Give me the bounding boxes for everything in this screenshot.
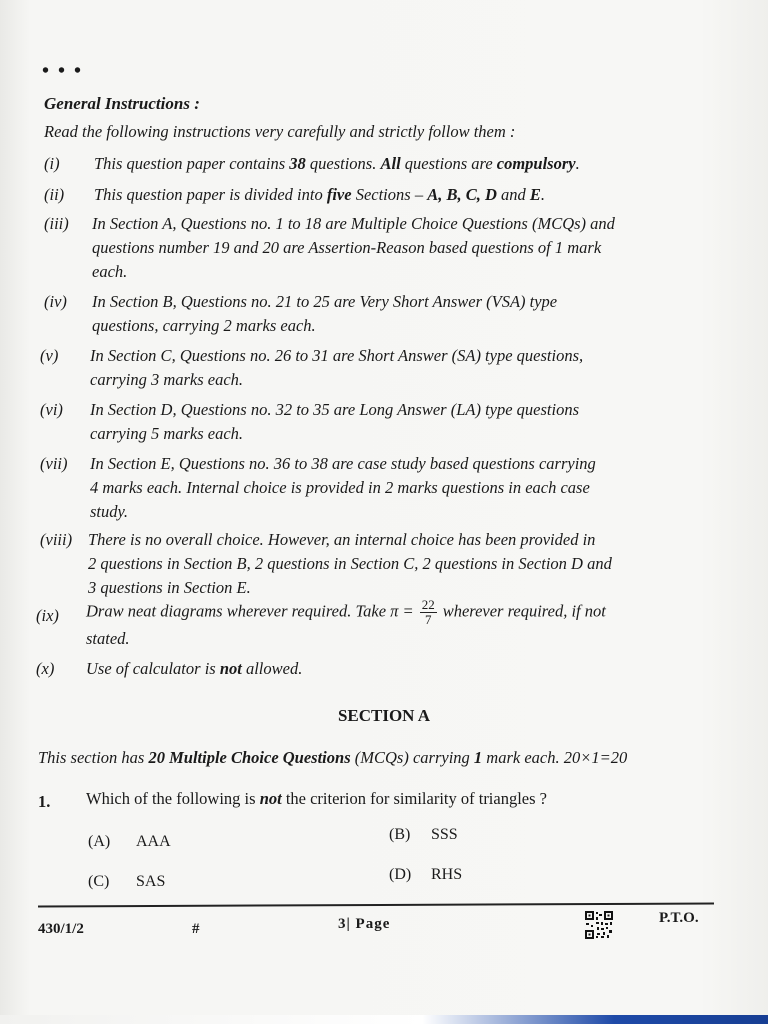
fraction-22-over-7: $\frac{22}{7}$ [421, 597, 435, 627]
item-number: (vii) [40, 454, 68, 473]
item-number: (ix) [36, 606, 59, 625]
item-number: (vi) [40, 400, 63, 419]
header-dots: • • • [42, 60, 84, 82]
bottom-edge-strip [0, 1015, 768, 1024]
item-text: Use of calculator is not allowed. [86, 659, 303, 678]
item-text: Draw neat diagrams wherever required. Take π = $\frac{22}{7}$ wherever required, if not stated. [86, 597, 606, 648]
page-number: 3| Page [338, 916, 391, 932]
item-text: In Section B, Questions no. 21 to 25 are Very Short Answer (VSA) type questions, carrying 2 marks each. [92, 292, 558, 335]
paper-code: 430/1/2 [38, 921, 84, 937]
item-text: In Section D, Questions no. 32 to 35 are Long Answer (LA) type questions carrying 5 marks each. [90, 400, 580, 443]
instructions-heading: General Instructions : [44, 94, 200, 113]
instructions-intro: Read the following instructions very carefully and strictly follow them : [44, 122, 516, 141]
item-number: (iv) [44, 292, 67, 311]
item-number: (i) [44, 154, 60, 173]
item-number: (x) [36, 659, 55, 678]
footer-divider [38, 903, 714, 908]
item-number: (viii) [40, 530, 73, 549]
question-text: Which of the following is not the criterion for similarity of triangles ? [86, 789, 547, 808]
item-text: In Section C, Questions no. 26 to 31 are Short Answer (SA) type questions, carrying 3 marks each. [90, 346, 584, 389]
item-number: (v) [40, 346, 59, 365]
item-number: (iii) [44, 214, 69, 233]
item-text: In Section E, Questions no. 36 to 38 are case study based questions carrying 4 marks each. Internal choice is provided in 2 marks questions in each case study. [90, 454, 596, 521]
item-number: (ii) [44, 185, 65, 204]
qr-code-icon [584, 910, 614, 940]
option-c: (C) SAS [88, 873, 166, 890]
pto-label: P.T.O. [659, 910, 699, 926]
section-description: This section has 20 Multiple Choice Questions (MCQs) carrying 1 mark each. 20×1=20 [38, 748, 628, 767]
option-b: (B) SSS [389, 826, 458, 843]
section-title: SECTION A [337, 706, 431, 725]
question-number: 1. [38, 792, 51, 811]
item-text: This question paper is divided into five Sections – A, B, C, D and E. [94, 185, 546, 204]
item-text: In Section A, Questions no. 1 to 18 are Multiple Choice Questions (MCQs) and questions number 19 and 20 are Assertion-Reason based questions of 1 mark each. [92, 214, 615, 281]
option-a: (A) AAA [88, 833, 171, 850]
item-text: This question paper contains 38 questions. All questions are compulsory. [94, 154, 580, 173]
item-text: There is no overall choice. However, an internal choice has been provided in 2 questions in Section B, 2 questions in Section C, 2 questions in Section D and 3 questions in Section E. [88, 530, 612, 597]
option-d: (D) RHS [389, 866, 463, 883]
hash-mark: # [192, 921, 200, 937]
